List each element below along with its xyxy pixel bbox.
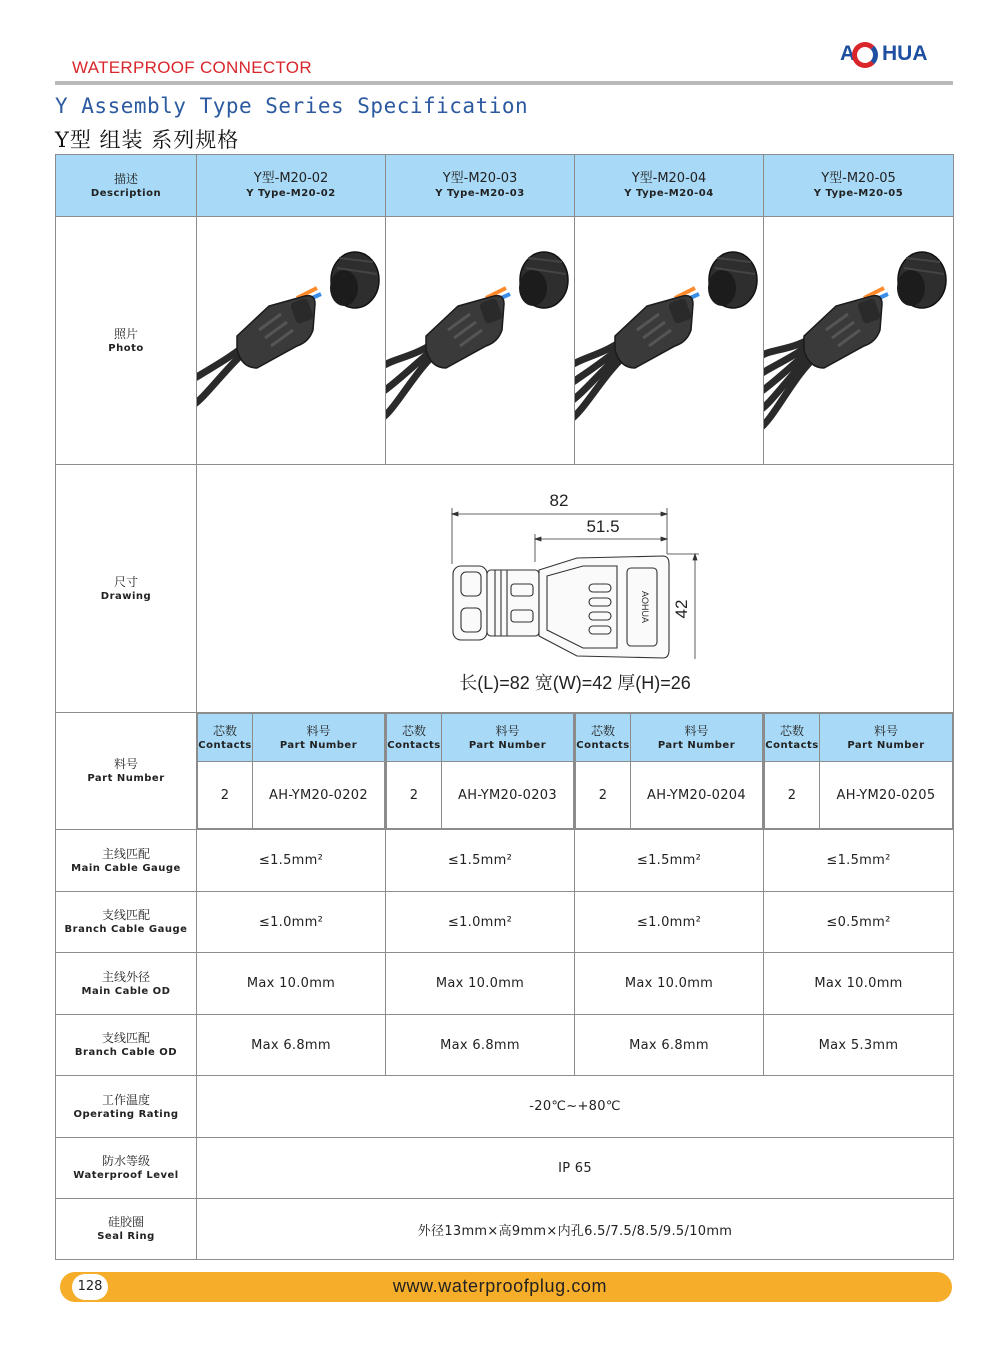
logo-letters-hua: HUA: [882, 42, 928, 65]
contacts-header: [198, 714, 253, 762]
main-gauge-label: [56, 830, 197, 892]
part-value: AH-YM20-0203: [442, 762, 574, 829]
waterproof-label: [56, 1138, 197, 1199]
main-od-value: Max 10.0mm: [575, 953, 764, 1015]
contacts-cn: 芯数: [212, 723, 237, 738]
part-subtable: [386, 713, 574, 829]
drawing-en: Drawing: [100, 590, 152, 602]
main-od-value: Max 10.0mm: [386, 953, 575, 1015]
drawing-cell: [197, 465, 954, 713]
photo-cell-1: [197, 217, 386, 465]
photo-cell-2: [386, 217, 575, 465]
waterproof-cn: 防水等级: [101, 1154, 150, 1168]
photo-en: Photo: [108, 342, 144, 354]
branch-od-cn: 支线匹配: [101, 1031, 150, 1045]
partcol-cn: 料号: [495, 723, 520, 738]
partcol-en: Part Number: [468, 739, 547, 751]
partcol-en: Part Number: [279, 739, 358, 751]
temperature-cn: 工作温度: [101, 1092, 150, 1107]
model-header-2: [386, 155, 575, 217]
dimension-summary: 长(L)=82 宽(W)=42 厚(H)=26: [459, 672, 691, 693]
seal-ring-cn: 硅胶圈: [107, 1215, 144, 1229]
dim-total: 82: [549, 490, 569, 510]
desc-en: Description: [90, 187, 162, 199]
connector-illustration: [575, 218, 763, 464]
part-cell-3: [575, 713, 764, 830]
part-cell-1: [197, 713, 386, 830]
partcol-header: [631, 714, 763, 762]
branch-gauge-value: ≤1.0mm²: [386, 892, 575, 953]
part-label: [56, 713, 197, 830]
part-subtable: [764, 713, 953, 829]
logo-letter-a: A: [840, 42, 856, 65]
page-number: 128: [72, 1274, 108, 1300]
branch-od-value: Max 6.8mm: [197, 1015, 386, 1076]
branch-od-row: [56, 1015, 954, 1076]
branch-od-value: Max 6.8mm: [386, 1015, 575, 1076]
header-divider: [55, 81, 953, 85]
header-row: [56, 155, 954, 217]
branch-od-value: Max 5.3mm: [764, 1015, 954, 1076]
seal-ring-label: [56, 1199, 197, 1260]
part-en: Part Number: [87, 773, 165, 784]
main-gauge-en: Main Cable Gauge: [71, 862, 181, 874]
main-gauge-row: [56, 830, 954, 892]
drawing-cn: 尺寸: [113, 574, 138, 589]
contacts-cn: 芯数: [590, 723, 615, 738]
dimension-drawing: [437, 484, 717, 659]
part-value: AH-YM20-0204: [631, 762, 763, 829]
drawing-area: [197, 466, 953, 712]
branch-gauge-label: [56, 892, 197, 953]
model-cn: Y型-M20-05: [821, 171, 896, 186]
part-value: AH-YM20-0202: [253, 762, 385, 829]
main-od-row: [56, 953, 954, 1015]
photo-cell-4: [764, 217, 954, 465]
contacts-header: [765, 714, 820, 762]
temperature-row: [56, 1076, 954, 1138]
connector-illustration: [197, 218, 385, 464]
branch-gauge-value: ≤0.5mm²: [764, 892, 954, 953]
part-value: AH-YM20-0205: [820, 762, 953, 829]
main-od-value: Max 10.0mm: [197, 953, 386, 1015]
branch-gauge-value: ≤1.0mm²: [197, 892, 386, 953]
main-gauge-cn: 主线匹配: [101, 846, 150, 861]
temperature-en: Operating Rating: [73, 1108, 179, 1120]
connector-illustration: [764, 218, 953, 464]
model-header-3: [575, 155, 764, 217]
main-od-label: [56, 953, 197, 1015]
branch-od-en: Branch Cable OD: [74, 1047, 178, 1058]
drawing-label: [56, 465, 197, 713]
contacts-en: Contacts: [387, 739, 441, 751]
part-subtable: [197, 713, 385, 829]
model-header-1: [197, 155, 386, 217]
section-title: WATERPROOF CONNECTOR: [72, 58, 312, 77]
contacts-en: Contacts: [198, 739, 252, 751]
seal-ring-value: 外径13mm×高9mm×内孔6.5/7.5/8.5/9.5/10mm: [197, 1199, 954, 1260]
photo-cn: 照片: [113, 326, 138, 341]
model-en: Y Type-M20-03: [435, 188, 525, 199]
contacts-cn: 芯数: [779, 723, 804, 738]
contacts-value: 2: [576, 762, 631, 829]
waterproof-value: IP 65: [197, 1138, 954, 1199]
dim-width: 42: [672, 599, 691, 618]
desc-header: [56, 155, 197, 217]
contacts-value: 2: [765, 762, 820, 829]
contacts-header: [387, 714, 442, 762]
spec-table: [55, 154, 954, 1260]
dim-body: 51.5: [586, 516, 620, 536]
connector-photo: [764, 218, 953, 464]
part-subtable: [575, 713, 763, 829]
part-cell-4: [764, 713, 954, 830]
logo-ring-icon: [852, 42, 878, 68]
part-cell-2: [386, 713, 575, 830]
page-title-cn: Y型 组装 系列规格: [55, 128, 240, 152]
branch-gauge-en: Branch Cable Gauge: [64, 924, 188, 935]
part-cn: 料号: [113, 757, 138, 771]
waterproof-en: Waterproof Level: [73, 1170, 179, 1181]
part-number-row: [56, 713, 954, 830]
model-header-4: [764, 155, 954, 217]
main-gauge-value: ≤1.5mm²: [575, 830, 764, 892]
partcol-header: [253, 714, 385, 762]
partcol-cn: 料号: [306, 723, 331, 738]
photo-label: [56, 217, 197, 465]
model-cn: Y型-M20-02: [253, 171, 329, 186]
seal-ring-row: [56, 1199, 954, 1260]
branch-gauge-row: [56, 892, 954, 953]
contacts-value: 2: [387, 762, 442, 829]
main-od-value: Max 10.0mm: [764, 953, 954, 1015]
drawing-mark: AOHUA: [640, 590, 650, 623]
desc-cn: 描述: [113, 171, 138, 186]
model-cn: Y型-M20-03: [442, 171, 518, 186]
branch-od-value: Max 6.8mm: [575, 1015, 764, 1076]
website-url[interactable]: www.waterproofplug.com: [392, 1276, 608, 1296]
branch-od-label: [56, 1015, 197, 1076]
partcol-en: Part Number: [847, 739, 925, 751]
temperature-label: [56, 1076, 197, 1138]
seal-ring-en: Seal Ring: [97, 1231, 155, 1242]
partcol-cn: 料号: [684, 723, 709, 738]
contacts-en: Contacts: [765, 739, 819, 751]
partcol-header: [442, 714, 574, 762]
page-title-en: Y Assembly Type Series Specification: [55, 94, 529, 118]
model-en: Y Type-M20-05: [813, 188, 904, 199]
model-en: Y Type-M20-04: [624, 188, 714, 199]
main-gauge-value: ≤1.5mm²: [764, 830, 954, 892]
model-en: Y Type-M20-02: [246, 188, 336, 199]
contacts-value: 2: [198, 762, 253, 829]
main-gauge-value: ≤1.5mm²: [197, 830, 386, 892]
main-od-cn: 主线外径: [101, 969, 150, 984]
brand-logo: [840, 40, 940, 72]
main-od-en: Main Cable OD: [81, 985, 171, 997]
model-cn: Y型-M20-04: [631, 171, 707, 186]
main-gauge-value: ≤1.5mm²: [386, 830, 575, 892]
contacts-cn: 芯数: [401, 723, 426, 738]
partcol-en: Part Number: [657, 739, 736, 751]
photo-row: [56, 217, 954, 465]
contacts-en: Contacts: [576, 739, 630, 751]
connector-illustration: [386, 218, 574, 464]
connector-photo: [575, 218, 763, 464]
connector-photo: [197, 218, 385, 464]
contacts-header: [576, 714, 631, 762]
partcol-header: [820, 714, 953, 762]
connector-photo: [386, 218, 574, 464]
drawing-row: [56, 465, 954, 713]
branch-gauge-cn: 支线匹配: [101, 908, 150, 922]
photo-cell-3: [575, 217, 764, 465]
waterproof-row: [56, 1138, 954, 1199]
temperature-value: -20℃~+80℃: [197, 1076, 954, 1138]
branch-gauge-value: ≤1.0mm²: [575, 892, 764, 953]
partcol-cn: 料号: [873, 723, 898, 738]
